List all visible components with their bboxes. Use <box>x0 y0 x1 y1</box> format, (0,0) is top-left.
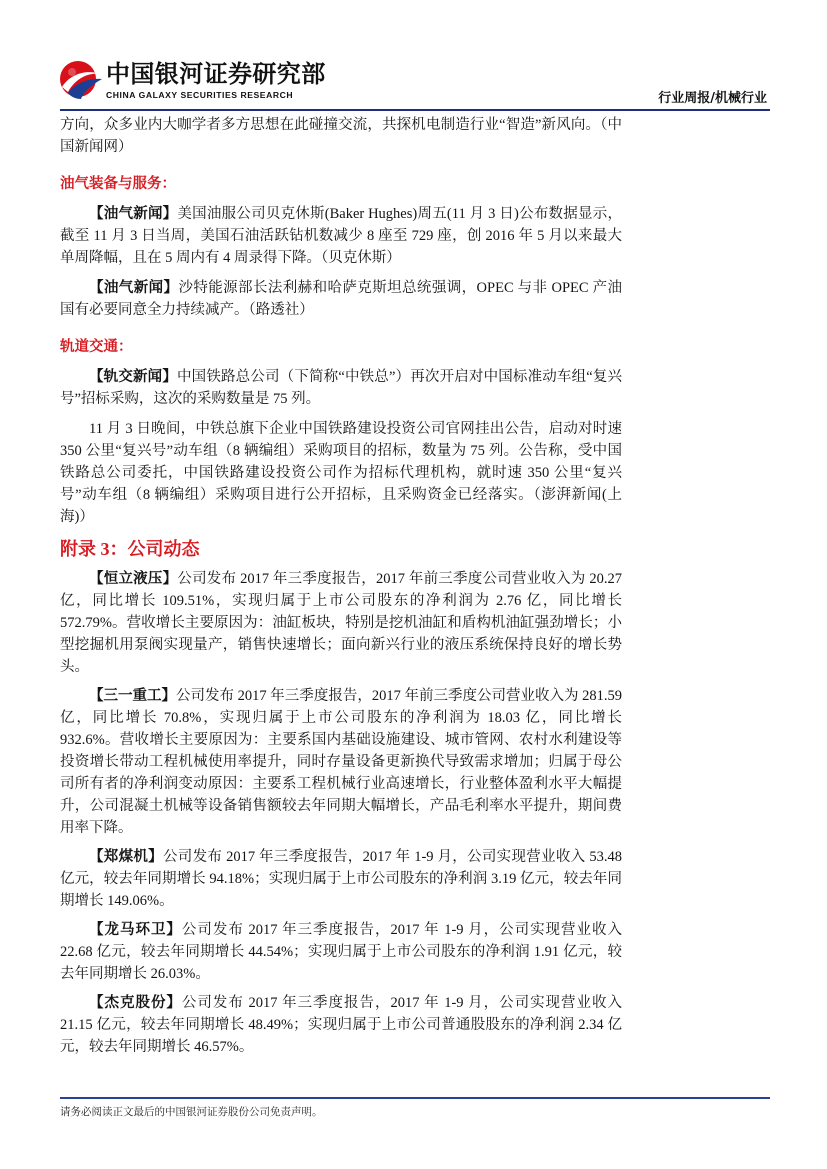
galaxy-logo-icon <box>58 58 102 102</box>
company-text: 公司发布 2017 年三季度报告，2017 年前三季度公司营业收入为 281.59 亿，同比增长 70.8%，实现归属于上市公司股东的净利润为 18.03 亿，同比增长 932.6%。营收增长主要原因为：主要系国内基础设施建设、城市管网、农村水利建设等投资增长带动工程机械使用率提升，同时存量设备更新换代导致需求增加；归属于母公司所有者的净利润变动原因：主要系工程机械行业高速增长，行业整体盈利水平大幅提升，公司混凝土机械等设备销售额较去年同期大幅增长，产品毛利率水平提升，期间费用率下降。 <box>60 688 623 836</box>
company-tag: 【郑煤机】 <box>89 849 163 865</box>
report-type-label: 行业周报/机械行业 <box>658 91 767 106</box>
company-item-sany <box>60 685 622 839</box>
company-text: 公司发布 2017 年三季度报告，2017 年 1-9 月，公司实现营业收入 21.15 亿元，较去年同期增长 48.49%；实现归属于上市公司普通股股东的净利润 2.34 亿元，较去年同期增长 46.57%。 <box>60 995 623 1055</box>
disclaimer-note: 请务必阅读正文最后的中国银河证券股份公司免责声明。 <box>60 1106 323 1118</box>
news-item-rail-detail: 11 月 3 日晚间，中铁总旗下企业中国铁路建设投资公司官网挂出公告，启动对时速 350 公里“复兴号”动车组（8 辆编组）采购项目的招标，数量为 75 列。公告称，受中国铁路总公司委托，中国铁路建设投资公司作为招标代理机构，就时速 350 公里“复兴号”动车组（8 辆编组）采购项目进行公开招标，且采购资金已经落实。（澎湃新闻(上海)） <box>60 421 622 525</box>
report-body <box>60 114 622 1058</box>
company-text: 公司发布 2017 年三季度报告，2017 年 1-9 月，公司实现营业收入 53.48 亿元，较去年同期增长 94.18%；实现归属于上市公司股东的净利润 3.19 亿元，较去年同期增长 149.06%。 <box>60 849 622 909</box>
company-news-list <box>60 568 622 1058</box>
footer-divider <box>60 1097 770 1099</box>
news-item-oil-gas-2 <box>60 277 622 321</box>
news-text: 沙特能源部长法利赫和哈萨克斯坦总统强调，OPEC 与非 OPEC 产油国有必要同意全力持续减产。（路透社） <box>60 280 622 318</box>
news-text: 中国铁路总公司（下简称“中铁总”）再次开启对中国标准动车组“复兴号”招标采购，这次的采购数量是 75 列。 <box>60 369 623 407</box>
company-text: 公司发布 2017 年三季度报告，2017 年前三季度公司营业收入为 20.27 亿，同比增长 109.51%，实现归属于上市公司股东的净利润为 2.76 亿，同比增长 572.79%。营收增长主要原因为：油缸板块，特别是挖机油缸和盾构机油缸强劲增长；小型挖掘机用泵阀实现量产，销售快速增长；面向新兴行业的液压系统保持良好的增长势头。 <box>60 571 623 675</box>
company-text: 公司发布 2017 年三季度报告，2017 年 1-9 月，公司实现营业收入 22.68 亿元，较去年同期增长 44.54%；实现归属于上市公司股东的净利润 1.91 亿元，较去年同期增长 26.03%。 <box>60 922 623 982</box>
company-item-jack <box>60 992 622 1058</box>
news-item-oil-gas-1 <box>60 203 622 269</box>
company-tag: 【龙马环卫】 <box>89 922 182 938</box>
header-divider <box>60 109 770 111</box>
company-item-hengli <box>60 568 622 678</box>
news-tag: 【油气新闻】 <box>89 206 178 222</box>
company-item-longma <box>60 919 622 985</box>
company-item-zhengmeiji <box>60 846 622 912</box>
brand-name-en: CHINA GALAXY SECURITIES RESEARCH <box>106 89 294 100</box>
company-tag: 【恒立液压】 <box>89 571 178 587</box>
section-heading-oil-gas: 油气装备与服务： <box>60 176 176 192</box>
brand-name-cn: 中国银河证券研究部 <box>106 60 326 88</box>
appendix-heading: 附录 3：公司动态 <box>60 539 200 559</box>
news-text: 美国油服公司贝克休斯(Baker Hughes)周五(11 月 3 日)公布数据显示，截至 11 月 3 日当周，美国石油活跃钻机数减少 8 座至 729 座，创 2016 年 5 月以来最大单周降幅，且在 5 周内有 4 周录得下降。（贝克休斯） <box>60 206 622 266</box>
news-tag: 【油气新闻】 <box>89 280 179 296</box>
brand-logo <box>58 58 326 102</box>
section-heading-rail: 轨道交通： <box>60 339 133 355</box>
company-tag: 【三一重工】 <box>89 688 177 704</box>
news-tag: 【轨交新闻】 <box>89 369 178 385</box>
brand-wordmark <box>106 61 326 100</box>
intro-continuation: 方向，众多业内大咖学者多方思想在此碰撞交流，共探机电制造行业“智造”新风向。（中国新闻网） <box>60 117 622 155</box>
company-tag: 【杰克股份】 <box>89 995 182 1011</box>
news-item-rail-1 <box>60 366 622 410</box>
